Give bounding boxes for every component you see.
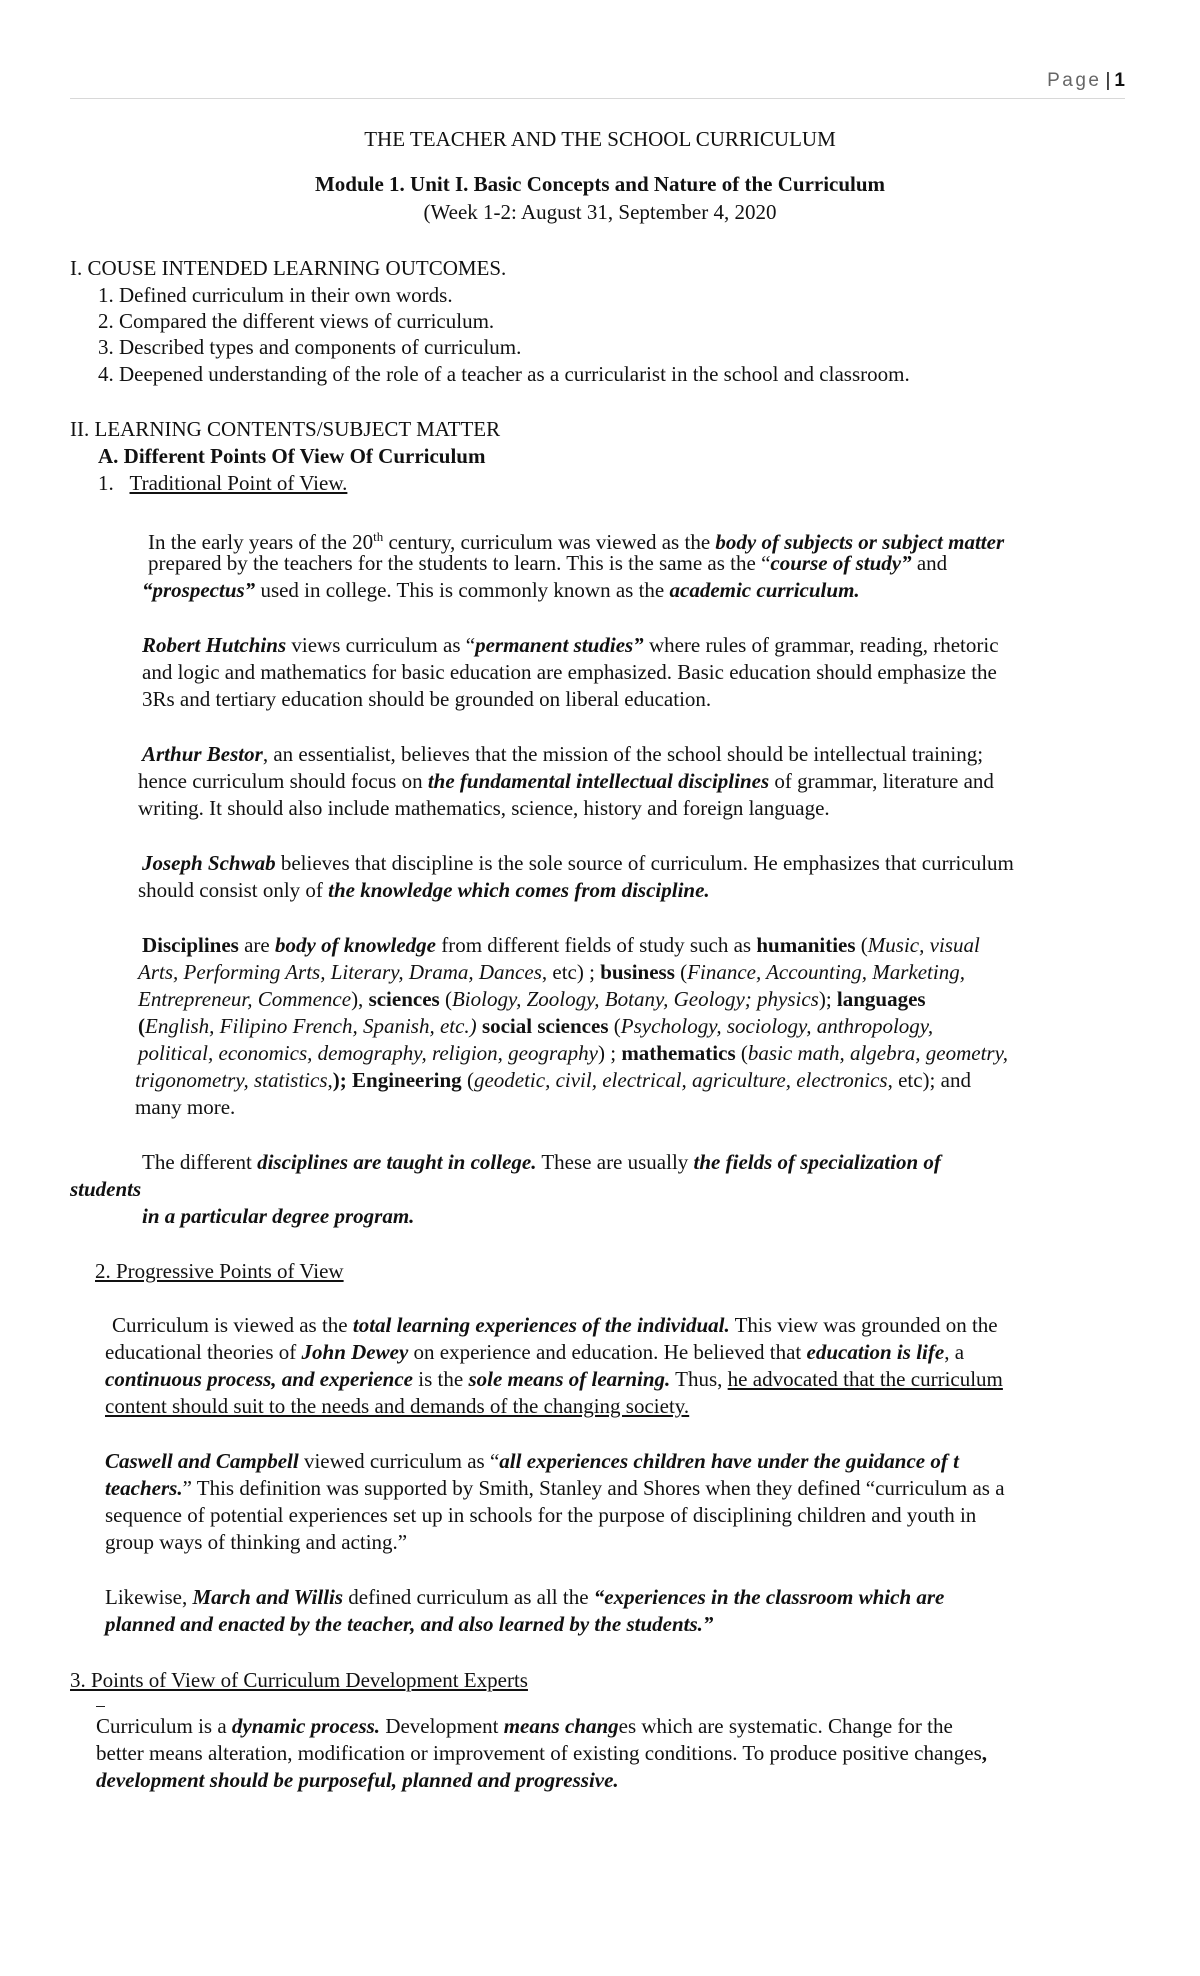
- text-run: (: [855, 933, 868, 957]
- section-2-heading: II. LEARNING CONTENTS/SUBJECT MATTER: [70, 417, 501, 441]
- text-run: This view was grounded on the: [729, 1313, 998, 1337]
- emphasis: course of study”: [770, 551, 912, 575]
- examples: Music, visual: [867, 933, 980, 957]
- emphasis: means chang: [503, 1714, 619, 1738]
- page-header: [70, 70, 1125, 99]
- text-run: used in college. This is commonly known as the: [255, 578, 670, 602]
- text-run: , etc) ;: [541, 960, 601, 984]
- paragraph-line: [105, 1339, 964, 1366]
- text-run: (: [439, 987, 452, 1011]
- text-run: and: [911, 551, 948, 575]
- text-run: of grammar, literature and: [769, 769, 994, 793]
- paragraph-line: students: [70, 1177, 142, 1201]
- paragraph-line: [112, 1312, 998, 1339]
- text-run: ” This definition was supported by Smith, Stanley and Shores when they defined “curriculum as a: [182, 1476, 1005, 1500]
- paragraph-line: [142, 632, 999, 659]
- term: languages: [836, 987, 926, 1011]
- text-run: where rules of grammar, reading, rhetoric: [643, 633, 999, 657]
- paragraph-line: many more.: [135, 1095, 236, 1119]
- paragraph-line: [138, 959, 965, 986]
- outcome-item: 3. Described types and components of curriculum.: [98, 335, 522, 359]
- emphasis: sole means of learning.: [468, 1367, 671, 1391]
- text-run: ),: [351, 987, 369, 1011]
- term: social sciences: [476, 1014, 609, 1038]
- text-run: is the: [413, 1367, 469, 1391]
- person-name: Joseph Schwab: [142, 851, 276, 875]
- text-run: The different: [142, 1150, 258, 1174]
- paragraph-line: in a particular degree program.: [142, 1204, 415, 1228]
- progressive-view-heading: 2. Progressive Points of View: [95, 1259, 344, 1283]
- paragraph-line: [142, 1149, 941, 1176]
- text-run: Development: [380, 1714, 504, 1738]
- text-run: from different fields of study such as: [435, 933, 757, 957]
- paragraph-line: writing. It should also include mathematics, science, history and foreign language.: [138, 796, 830, 820]
- text-run: viewed curriculum as “: [298, 1449, 500, 1473]
- text-run: ,: [981, 1741, 988, 1765]
- examples: basic math, algebra, geometry,: [747, 1041, 1009, 1065]
- text-run: which are systematic. Change for the: [636, 1714, 953, 1738]
- text-run: es: [618, 1714, 637, 1738]
- page-label: Page: [1047, 70, 1102, 91]
- paragraph-line: planned and enacted by the teacher, and also learned by the students.”: [105, 1612, 714, 1636]
- term: sciences: [368, 987, 440, 1011]
- traditional-number: 1.: [98, 471, 114, 495]
- underlined-text: he advocated that the curriculum: [727, 1367, 1003, 1391]
- examples: political, economics, demography, religion, geography: [138, 1041, 598, 1065]
- text-run: Likewise,: [105, 1585, 193, 1609]
- paragraph-line: [105, 1448, 959, 1475]
- paragraph-line: content should suit to the needs and demands of the changing society.: [105, 1394, 690, 1418]
- text-run: ,: [327, 1068, 333, 1092]
- text-run: century, curriculum was viewed as the: [383, 530, 716, 554]
- person-name: Caswell and Campbell: [105, 1449, 299, 1473]
- emphasis: the knowledge which comes from discipline.: [328, 878, 710, 902]
- paragraph-line: [138, 1040, 1008, 1067]
- section-1-heading: I. COUSE INTENDED LEARNING OUTCOMES.: [70, 256, 507, 280]
- paragraph-line: [148, 550, 947, 577]
- emphasis: permanent studies”: [475, 633, 644, 657]
- emphasis: the fields of specialization of: [693, 1150, 941, 1174]
- emphasis: all experiences children have under the guidance of t: [499, 1449, 959, 1473]
- paragraph-line: [142, 850, 1014, 877]
- examples: Finance, Accounting, Marketing,: [687, 960, 965, 984]
- outcome-item: 2. Compared the different views of curriculum.: [98, 309, 495, 333]
- paragraph-line: [96, 1713, 953, 1740]
- paragraph-line: sequence of potential experiences set up in schools for the purpose of disciplining children and youth in: [105, 1503, 977, 1527]
- paragraph-line: [142, 932, 980, 959]
- text-run: better means alteration, modification or improvement of existing conditions. To produce positive changes: [96, 1741, 982, 1765]
- text-run: ) ;: [597, 1041, 622, 1065]
- paragraph-line: [138, 877, 710, 904]
- text-run: (: [461, 1068, 474, 1092]
- paragraph-line: 3Rs and tertiary education should be grounded on liberal education.: [142, 687, 712, 711]
- person-name: Robert Hutchins: [142, 633, 287, 657]
- text-run: );: [818, 987, 837, 1011]
- examples: Psychology, sociology, anthropology,: [620, 1014, 934, 1038]
- document-title: THE TEACHER AND THE SCHOOL CURRICULUM: [364, 127, 836, 151]
- term: humanities: [756, 933, 856, 957]
- emphasis: the fundamental intellectual disciplines: [427, 769, 770, 793]
- text-run: on experience and education. He believed that: [408, 1340, 807, 1364]
- paragraph-line: [142, 577, 860, 604]
- text-run: defined curriculum as all the: [343, 1585, 594, 1609]
- outcome-item: 4. Deepened understanding of the role of a teacher as a curricularist in the school and classroom.: [98, 362, 910, 386]
- text-run: In the early years of the 20: [148, 530, 374, 554]
- text-run: (: [608, 1014, 621, 1038]
- paragraph-line: group ways of thinking and acting.”: [105, 1530, 408, 1554]
- emphasis: body of knowledge: [275, 933, 436, 957]
- emphasis: teachers.: [105, 1476, 183, 1500]
- page-number: 1: [1114, 70, 1125, 91]
- examples: Biology, Zoology, Botany, Geology; physics: [451, 987, 819, 1011]
- text-run: should consist only of: [138, 878, 329, 902]
- paragraph-line: [142, 741, 983, 768]
- emphasis: “prospectus”: [142, 578, 256, 602]
- term: Disciplines: [142, 933, 239, 957]
- term: mathematics: [621, 1041, 736, 1065]
- page-divider: |: [1105, 70, 1111, 91]
- examples: geodetic, civil, electrical, agriculture, electronics: [473, 1068, 888, 1092]
- person-name: John Dewey: [301, 1340, 409, 1364]
- text-run: (: [674, 960, 688, 984]
- superscript: th: [373, 529, 384, 544]
- emphasis: “experiences in the classroom which are: [593, 1585, 945, 1609]
- paragraph-line: [138, 768, 994, 795]
- paragraph-line: [105, 1366, 1003, 1393]
- examples: Arts, Performing Arts, Literary, Drama, Dances: [138, 960, 542, 984]
- text-run: prepared by the teachers for the students to learn. This is the same as the “: [148, 551, 771, 575]
- emphasis: academic curriculum.: [669, 578, 860, 602]
- paragraph-line: and logic and mathematics for basic education are emphasized. Basic education should emphasize the: [142, 660, 997, 684]
- text-run: , etc); and: [887, 1068, 971, 1092]
- emphasis: total learning experiences of the individual.: [352, 1313, 730, 1337]
- emphasis: dynamic process.: [231, 1714, 381, 1738]
- subsection-a-heading: A. Different Points Of View Of Curriculum: [98, 444, 486, 468]
- text-run: believes that discipline is the sole source of curriculum. He emphasizes that curriculum: [275, 851, 1014, 875]
- experts-view-heading: 3. Points of View of Curriculum Development Experts: [70, 1668, 528, 1692]
- examples: trigonometry, statistics: [135, 1068, 328, 1092]
- paragraph-line: [105, 1584, 944, 1611]
- text-run: hence curriculum should focus on: [138, 769, 428, 793]
- traditional-title: Traditional Point of View.: [129, 471, 348, 495]
- paragraph-line: [96, 1740, 987, 1767]
- emphasis: continuous process, and experience: [105, 1367, 414, 1391]
- paragraph-line: [105, 1475, 1005, 1502]
- paragraph-line: [138, 986, 926, 1013]
- paragraph-line: [135, 1067, 971, 1094]
- text-run: , an essentialist, believes that the mission of the school should be intellectual training;: [262, 742, 984, 766]
- term: ); Engineering: [332, 1068, 462, 1092]
- text-run: views curriculum as “: [286, 633, 476, 657]
- text-run: Thus,: [670, 1367, 728, 1391]
- text-run: (: [138, 1014, 145, 1038]
- text-run: , a: [944, 1340, 965, 1364]
- emphasis: body of subjects or subject matter: [715, 530, 1005, 554]
- text-run: Curriculum is a: [96, 1714, 232, 1738]
- person-name: Arthur Bestor: [142, 742, 263, 766]
- paragraph-line: [138, 1013, 933, 1040]
- module-title: Module 1. Unit I. Basic Concepts and Nature of the Curriculum: [314, 172, 886, 196]
- person-name: March and Willis: [192, 1585, 344, 1609]
- text-run: are: [238, 933, 275, 957]
- emphasis: education is life: [806, 1340, 945, 1364]
- text-run: (: [735, 1041, 748, 1065]
- text-run: educational theories of: [105, 1340, 302, 1364]
- examples: Entrepreneur, Commence: [138, 987, 352, 1011]
- traditional-view-heading: [98, 470, 347, 497]
- term: business: [600, 960, 675, 984]
- outcome-item: 1. Defined curriculum in their own words.: [98, 283, 453, 307]
- paragraph-line: development should be purposeful, planned and progressive.: [96, 1768, 619, 1792]
- examples: English, Filipino French, Spanish, etc.): [145, 1014, 477, 1038]
- text-run: These are usually: [536, 1150, 694, 1174]
- emphasis: disciplines are taught in college.: [257, 1150, 537, 1174]
- week-dates: (Week 1-2: August 31, September 4, 2020: [423, 200, 777, 224]
- text-run: Curriculum is viewed as the: [112, 1313, 353, 1337]
- stray-dash: [96, 1706, 105, 1707]
